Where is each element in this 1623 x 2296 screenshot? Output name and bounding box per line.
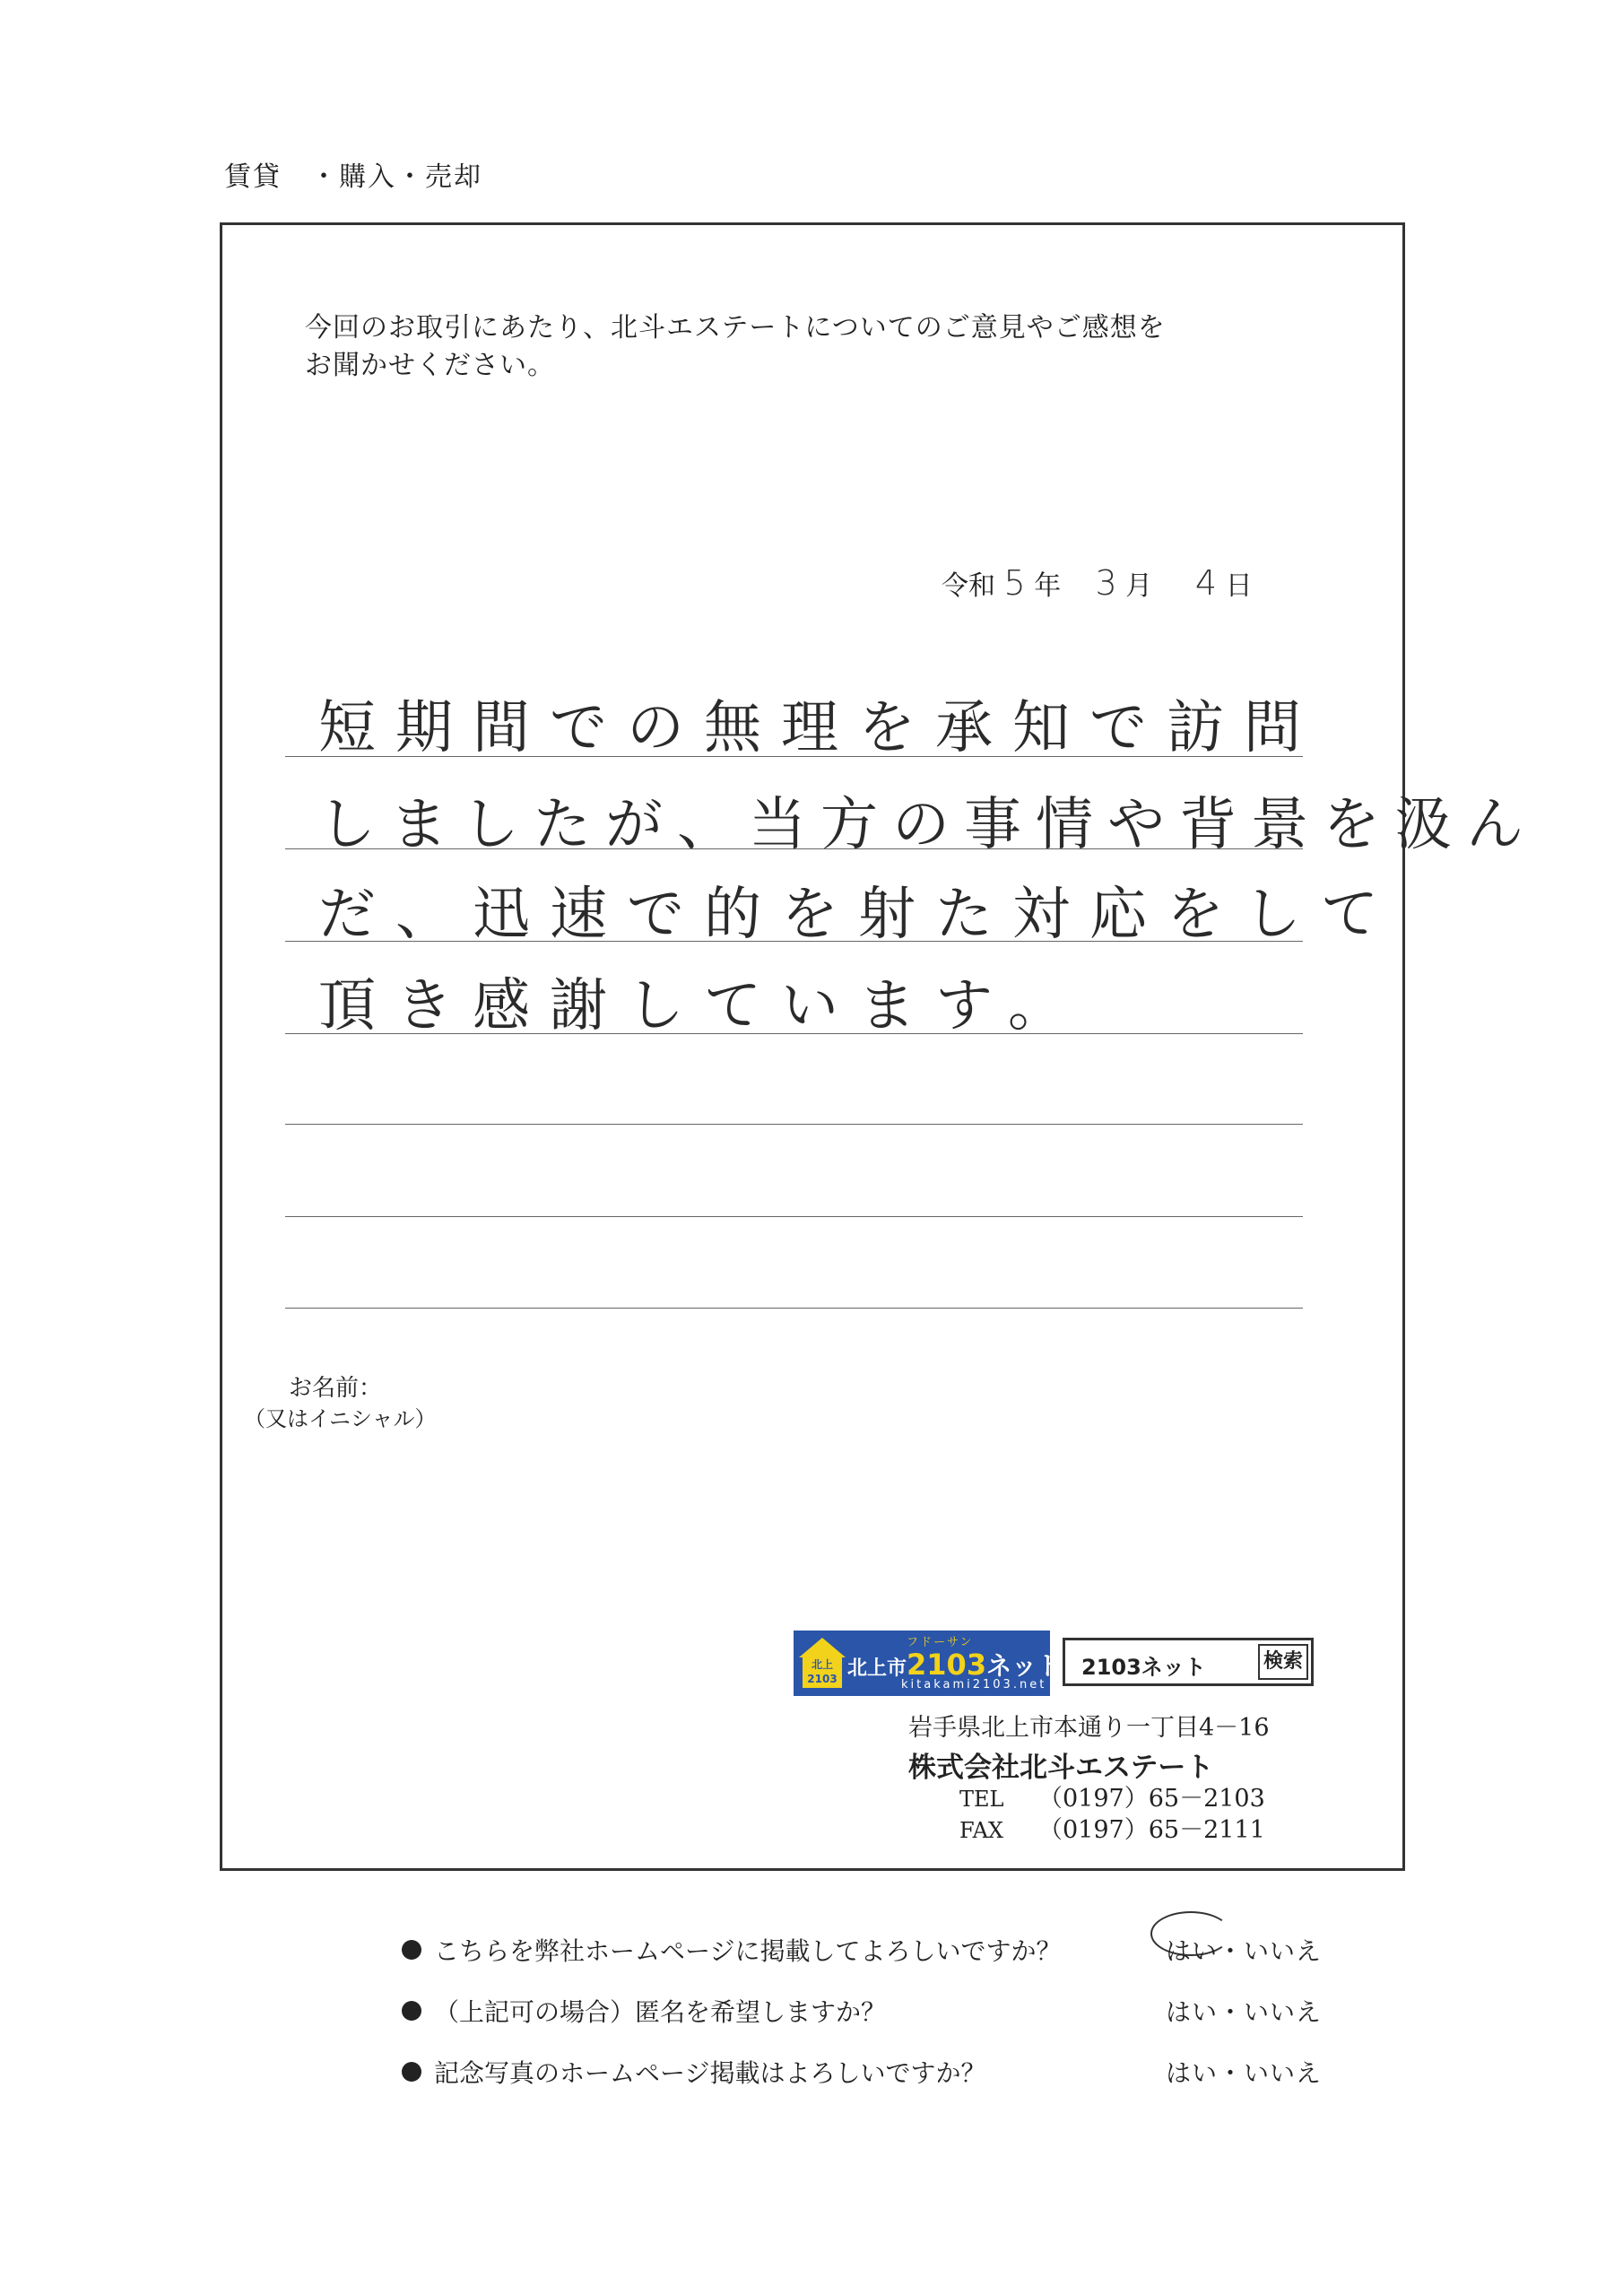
question-1-answer[interactable]: はい・いいえ bbox=[1166, 1936, 1323, 1966]
company-logo bbox=[794, 1631, 1063, 1696]
bullet-icon bbox=[402, 2062, 421, 2082]
question-3 bbox=[402, 2054, 985, 2090]
logo-ruby: フドーサン bbox=[907, 1636, 974, 1649]
search-button: 検索 bbox=[1258, 1644, 1308, 1680]
question-1-text: こちらを弊社ホームページに掲載してよろしいですか？ bbox=[434, 1936, 1062, 1966]
company-address: 岩手県北上市本通り一丁目4－16 bbox=[908, 1714, 1270, 1742]
logo-badge-top: 北上 bbox=[811, 1658, 833, 1671]
header-title: 賃貸 ・購入・売却 bbox=[224, 161, 482, 193]
logo-badge-bottom: 2103 bbox=[807, 1673, 838, 1685]
date-day-unit: 日 bbox=[1225, 570, 1253, 602]
fax-label: FAX bbox=[959, 1818, 1003, 1843]
search-value: 2103ネット bbox=[1081, 1655, 1206, 1680]
tel-number: （0197）65－2103 bbox=[1038, 1785, 1265, 1813]
date-month-unit: 月 bbox=[1125, 570, 1153, 602]
logo-badge bbox=[803, 1657, 842, 1688]
question-2-text: （上記可の場合）匿名を希望しますか？ bbox=[434, 1997, 887, 2027]
intro-line-2: お聞かせください。 bbox=[305, 350, 555, 381]
name-label: お名前： bbox=[289, 1375, 383, 1402]
search-box bbox=[1063, 1638, 1314, 1686]
ruled-line bbox=[285, 1124, 1303, 1125]
date-year-unit: 年 bbox=[1034, 570, 1062, 602]
logo-number: 2103 bbox=[907, 1648, 987, 1682]
question-3-text: 記念写真のホームページ掲載はよろしいですか？ bbox=[434, 2058, 986, 2088]
company-tel bbox=[959, 1779, 1265, 1813]
name-sublabel: （又はイニシャル） bbox=[244, 1406, 437, 1431]
comment-line-2: しましたが、当方の事情や背景を汲ん bbox=[318, 792, 1538, 858]
question-2-answer[interactable]: はい・いいえ bbox=[1166, 1997, 1323, 2027]
question-1 bbox=[402, 1932, 1061, 1968]
logo-url: kitakami2103.net bbox=[901, 1678, 1047, 1692]
fax-number: （0197）65－2111 bbox=[1038, 1816, 1265, 1844]
logo-city: 北上市 bbox=[847, 1657, 907, 1680]
comment-line-4: 頂き感謝しています。 bbox=[318, 973, 1085, 1039]
company-name: 株式会社北斗エステート bbox=[908, 1752, 1214, 1784]
date-month: 3 bbox=[1095, 563, 1117, 603]
bullet-icon bbox=[402, 1940, 421, 1960]
ruled-line bbox=[285, 1216, 1303, 1217]
logo-wordmark bbox=[847, 1647, 1062, 1683]
date-field bbox=[942, 563, 1253, 603]
tel-label: TEL bbox=[959, 1787, 1004, 1812]
comment-line-3: だ、迅速で的を射た対応をして bbox=[318, 882, 1398, 948]
date-day: 4 bbox=[1194, 563, 1218, 603]
comment-frame bbox=[220, 222, 1405, 1871]
intro-line-1: 今回のお取引にあたり、北斗エステートについてのご意見やご感想を bbox=[305, 312, 1166, 344]
comment-line-1: 短期間での無理を承知で訪問 bbox=[318, 695, 1321, 761]
intro-text bbox=[305, 309, 1166, 385]
company-fax bbox=[959, 1810, 1265, 1845]
house-icon bbox=[799, 1638, 846, 1657]
logo-suffix: ネット bbox=[986, 1651, 1063, 1681]
ruled-line bbox=[285, 1308, 1303, 1309]
date-era: 令和 bbox=[942, 570, 995, 602]
bullet-icon bbox=[402, 2001, 421, 2021]
date-year: 5 bbox=[1003, 563, 1026, 603]
question-2 bbox=[402, 1993, 886, 2029]
question-3-answer[interactable]: はい・いいえ bbox=[1166, 2058, 1323, 2088]
